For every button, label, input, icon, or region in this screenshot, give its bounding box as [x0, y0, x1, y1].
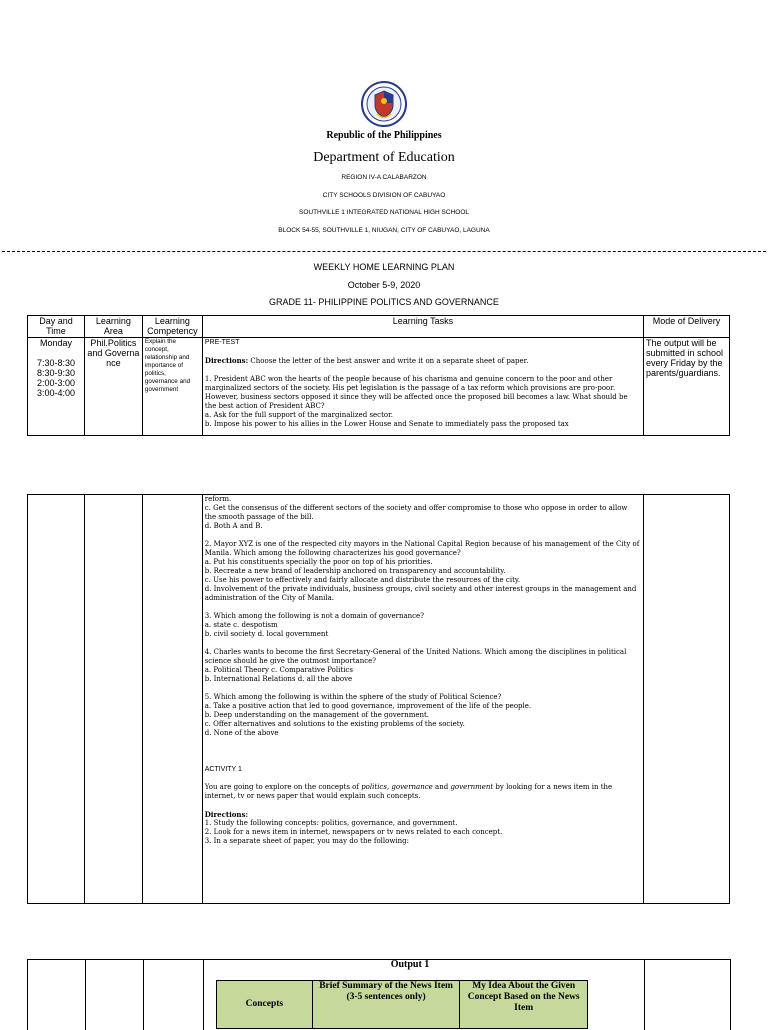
header-divider — [2, 251, 766, 252]
question-5-option-c: c. Offer alternatives and solutions to the existing problems of the society. — [204, 720, 465, 728]
empty-cell — [84, 495, 142, 904]
plan-dates: October 5-9, 2020 — [347, 280, 421, 290]
header-competency: Learning Competency — [142, 316, 202, 338]
department-title: Department of Education — [313, 150, 455, 165]
question-5-option-a: a. Take a positive action that led to good governance, improvement of the life of the people. — [204, 702, 532, 710]
question-5-option-d: d. None of the above — [204, 729, 279, 737]
col-divider — [85, 960, 86, 1030]
school-line: SOUTHVILLE 1 INTEGRATED NATIONAL HIGH SCHOOL — [299, 209, 469, 216]
pretest-label: PRE-TEST — [204, 339, 240, 346]
question-1: 1. President ABC won the hearts of the people because of his charisma and genuine concern to the poor and other marginalized sectors of the society. His pet legislation is the passage of a tax reform which provisions are pro-poor. However, business sectors opposed it since they will be affected once the proposed bill becomes a law. What should be the best action of President ABC? — [204, 375, 628, 410]
col-divider — [644, 960, 645, 1030]
pretest-directions: Directions: Choose the letter of the best answer and write it on a separate sheet of paper. — [204, 356, 529, 365]
question-2-option-c: c. Use his power to effectively and fairly allocate and distribute the resources of the city. — [204, 576, 521, 584]
plan-subject: GRADE 11- PHILIPPINE POLITICS AND GOVERNANCE — [269, 297, 499, 307]
activity-directions-label: Directions: — [204, 810, 249, 819]
time-slot: 3:00-4:00 — [36, 388, 75, 398]
question-2-option-d: d. Involvement of the private individuals, business groups, civil society and other interest groups in the management and administration of the City of Manila. — [204, 585, 637, 602]
learning-plan-table — [27, 315, 730, 436]
deped-seal-logo — [361, 81, 407, 127]
output-col-concepts: Concepts — [217, 981, 313, 1029]
question-5: 5. Which among the following is within the sphere of the study of Political Science? — [204, 693, 502, 701]
question-3-options-ac: a. state c. despotism — [204, 621, 278, 629]
header-learning-area: Learning Area — [84, 316, 142, 338]
activity-step-2: 2. Look for a news item in internet, newspapers or tv news related to each concept. — [204, 828, 503, 836]
question-4-options-bd: b. International Relations d. all the above — [204, 675, 353, 683]
question-3-options-bd: b. civil society d. local government — [204, 630, 329, 638]
activity-step-3: 3. In a separate sheet of paper, you may do the following: — [204, 837, 409, 845]
learning-plan-table-continued — [27, 494, 730, 904]
plan-title: WEEKLY HOME LEARNING PLAN — [313, 262, 455, 272]
question-3: 3. Which among the following is not a domain of governance? — [204, 612, 424, 620]
mode-delivery-cell: The output will be submitted in school every Friday by the parents/guardians. — [644, 338, 730, 436]
question-1-option-a: a. Ask for the full support of the marginalized sector. — [204, 411, 393, 419]
question-2-option-b: b. Recreate a new brand of leadership anchored on transparency and accountability. — [204, 567, 506, 575]
time-slot: 7:30-8:30 — [36, 358, 75, 368]
question-2: 2. Mayor XYZ is one of the respected city mayors in the National Capital Region because of his management of the City of Manila. Which among the following characterizes his good governance? — [204, 540, 640, 557]
activity-1-intro: You are going to explore on the concepts of politics, governance and government by looking for a news item in the internet, tv or news paper that would explain such concepts. — [204, 783, 613, 800]
output-1-table — [216, 980, 588, 1029]
empty-cell — [142, 495, 202, 904]
output-col-idea: My Idea About the Given Concept Based on the News Item — [460, 981, 588, 1029]
question-1-option-d: d. Both A and B. — [204, 522, 263, 530]
time-slot: 2:00-3:00 — [36, 378, 75, 388]
learning-tasks-continued — [202, 495, 643, 904]
col-divider — [143, 960, 144, 1030]
address-line: BLOCK 54-55, SOUTHVILLE 1, NIUGAN, CITY OF CABUYAO, LAGUNA — [278, 227, 490, 234]
col-divider — [203, 960, 204, 1030]
question-5-option-b: b. Deep understanding on the management of the government. — [204, 711, 430, 719]
header-learning-tasks: Learning Tasks — [202, 316, 643, 338]
learning-area-cell: Phil.Politics and Governance — [84, 338, 142, 436]
learning-tasks-cell — [202, 338, 643, 436]
time-slot: 8:30-9:30 — [36, 368, 75, 378]
output-1-title: Output 1 — [390, 959, 430, 970]
empty-cell — [28, 495, 85, 904]
region-line: REGION IV-A CALABARZON — [341, 174, 427, 181]
header-day-time: Day and Time — [28, 316, 85, 338]
competency-cell: Explain the concept, relationship and importance of politics, governance and government — [142, 338, 202, 436]
republic-line: Republic of the Philippines — [326, 130, 442, 141]
question-2-option-a: a. Put his constituents specially the poor on top of his priorities. — [204, 558, 433, 566]
day-time-cell — [28, 338, 85, 436]
question-1-option-b: b. Impose his power to his allies in the Lower House and Senate to immediately pass the proposed tax — [204, 420, 569, 428]
activity-step-1: 1. Study the following concepts: politics, governance, and government. — [204, 819, 458, 827]
question-1-option-b-cont: reform. — [204, 495, 232, 503]
question-4-options-ac: a. Political Theory c. Comparative Politics — [204, 666, 353, 674]
empty-cell — [644, 495, 730, 904]
activity-1-label: ACTIVITY 1 — [204, 766, 242, 773]
question-4: 4. Charles wants to become the first Secretary-General of the United Nations. Which among the disciplines in political science should he give the outmost importance? — [204, 648, 627, 665]
day-label: Monday — [39, 338, 72, 348]
division-line: CITY SCHOOLS DIVISION OF CABUYAO — [322, 192, 446, 199]
output-col-summary: Brief Summary of the News Item (3-5 sentences only) — [312, 981, 460, 1029]
question-1-option-c: c. Get the consensus of the different sectors of the society and offer compromise to those who oppose in order to allow the smooth passage of the bill. — [204, 504, 628, 521]
header-mode-delivery: Mode of Delivery — [644, 316, 730, 338]
